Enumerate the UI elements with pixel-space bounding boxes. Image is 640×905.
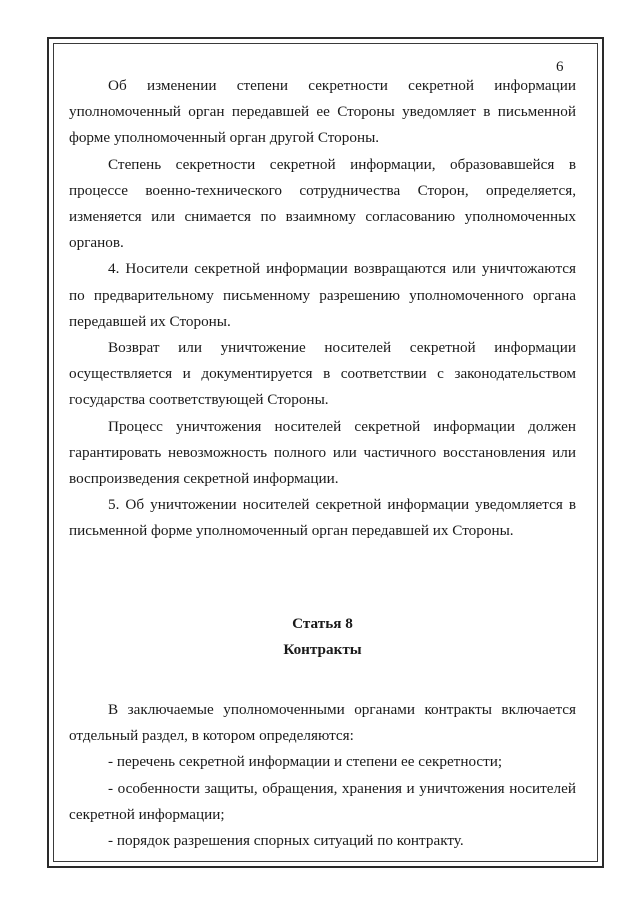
document-body xyxy=(69,73,576,854)
article-title-heading: Контракты xyxy=(283,640,362,658)
list-item-protection-features: - особенности защиты, обращения, хранения и уничтожения носителей секретной информации; xyxy=(69,779,576,823)
paragraph-item-5-destruction-notice: 5. Об уничтожении носителей секретной информации уведомляется в письменной форме уполномоченный орган передавшей их Стороны. xyxy=(69,496,576,540)
paragraph-destruction-process: Процесс уничтожения носителей секретной информации должен гарантировать невозможность полного или частичного восстановления или воспроизведения секретной информации. xyxy=(69,417,576,488)
article-number-heading: Статья 8 xyxy=(292,614,353,632)
paragraph-item-4-carriers-return: 4. Носители секретной информации возвращаются или уничтожаются по предварительному письменному разрешению уполномоченного органа передавшей их Стороны. xyxy=(69,260,576,330)
list-item-dispute-resolution: - порядок разрешения спорных ситуаций по контракту. xyxy=(108,832,464,850)
paragraph-secrecy-degree: Степень секретности секретной информации, образовавшейся в процессе военно-технического сотрудничества Сторон, определяется, изменяется или снимается по взаимному согласованию уполномоченных органов. xyxy=(69,155,576,252)
paragraph-return-or-destruction: Возврат или уничтожение носителей секретной информации осуществляется и документируется в соответствии с законодательством государства соответствующей Стороны. xyxy=(69,339,576,409)
list-item-secret-info-list: - перечень секретной информации и степени ее секретности; xyxy=(108,753,503,771)
page-number: 6 xyxy=(556,59,564,75)
paragraph-contracts-intro: В заключаемые уполномоченными органами контракты включается отдельный раздел, в котором определяются: xyxy=(69,701,576,745)
paragraph-secrecy-change-notice: Об изменении степени секретности секретной информации уполномоченный орган передавшей ее Стороны уведомляет в письменной форме уполномоченный орган другой Стороны. xyxy=(69,77,576,147)
